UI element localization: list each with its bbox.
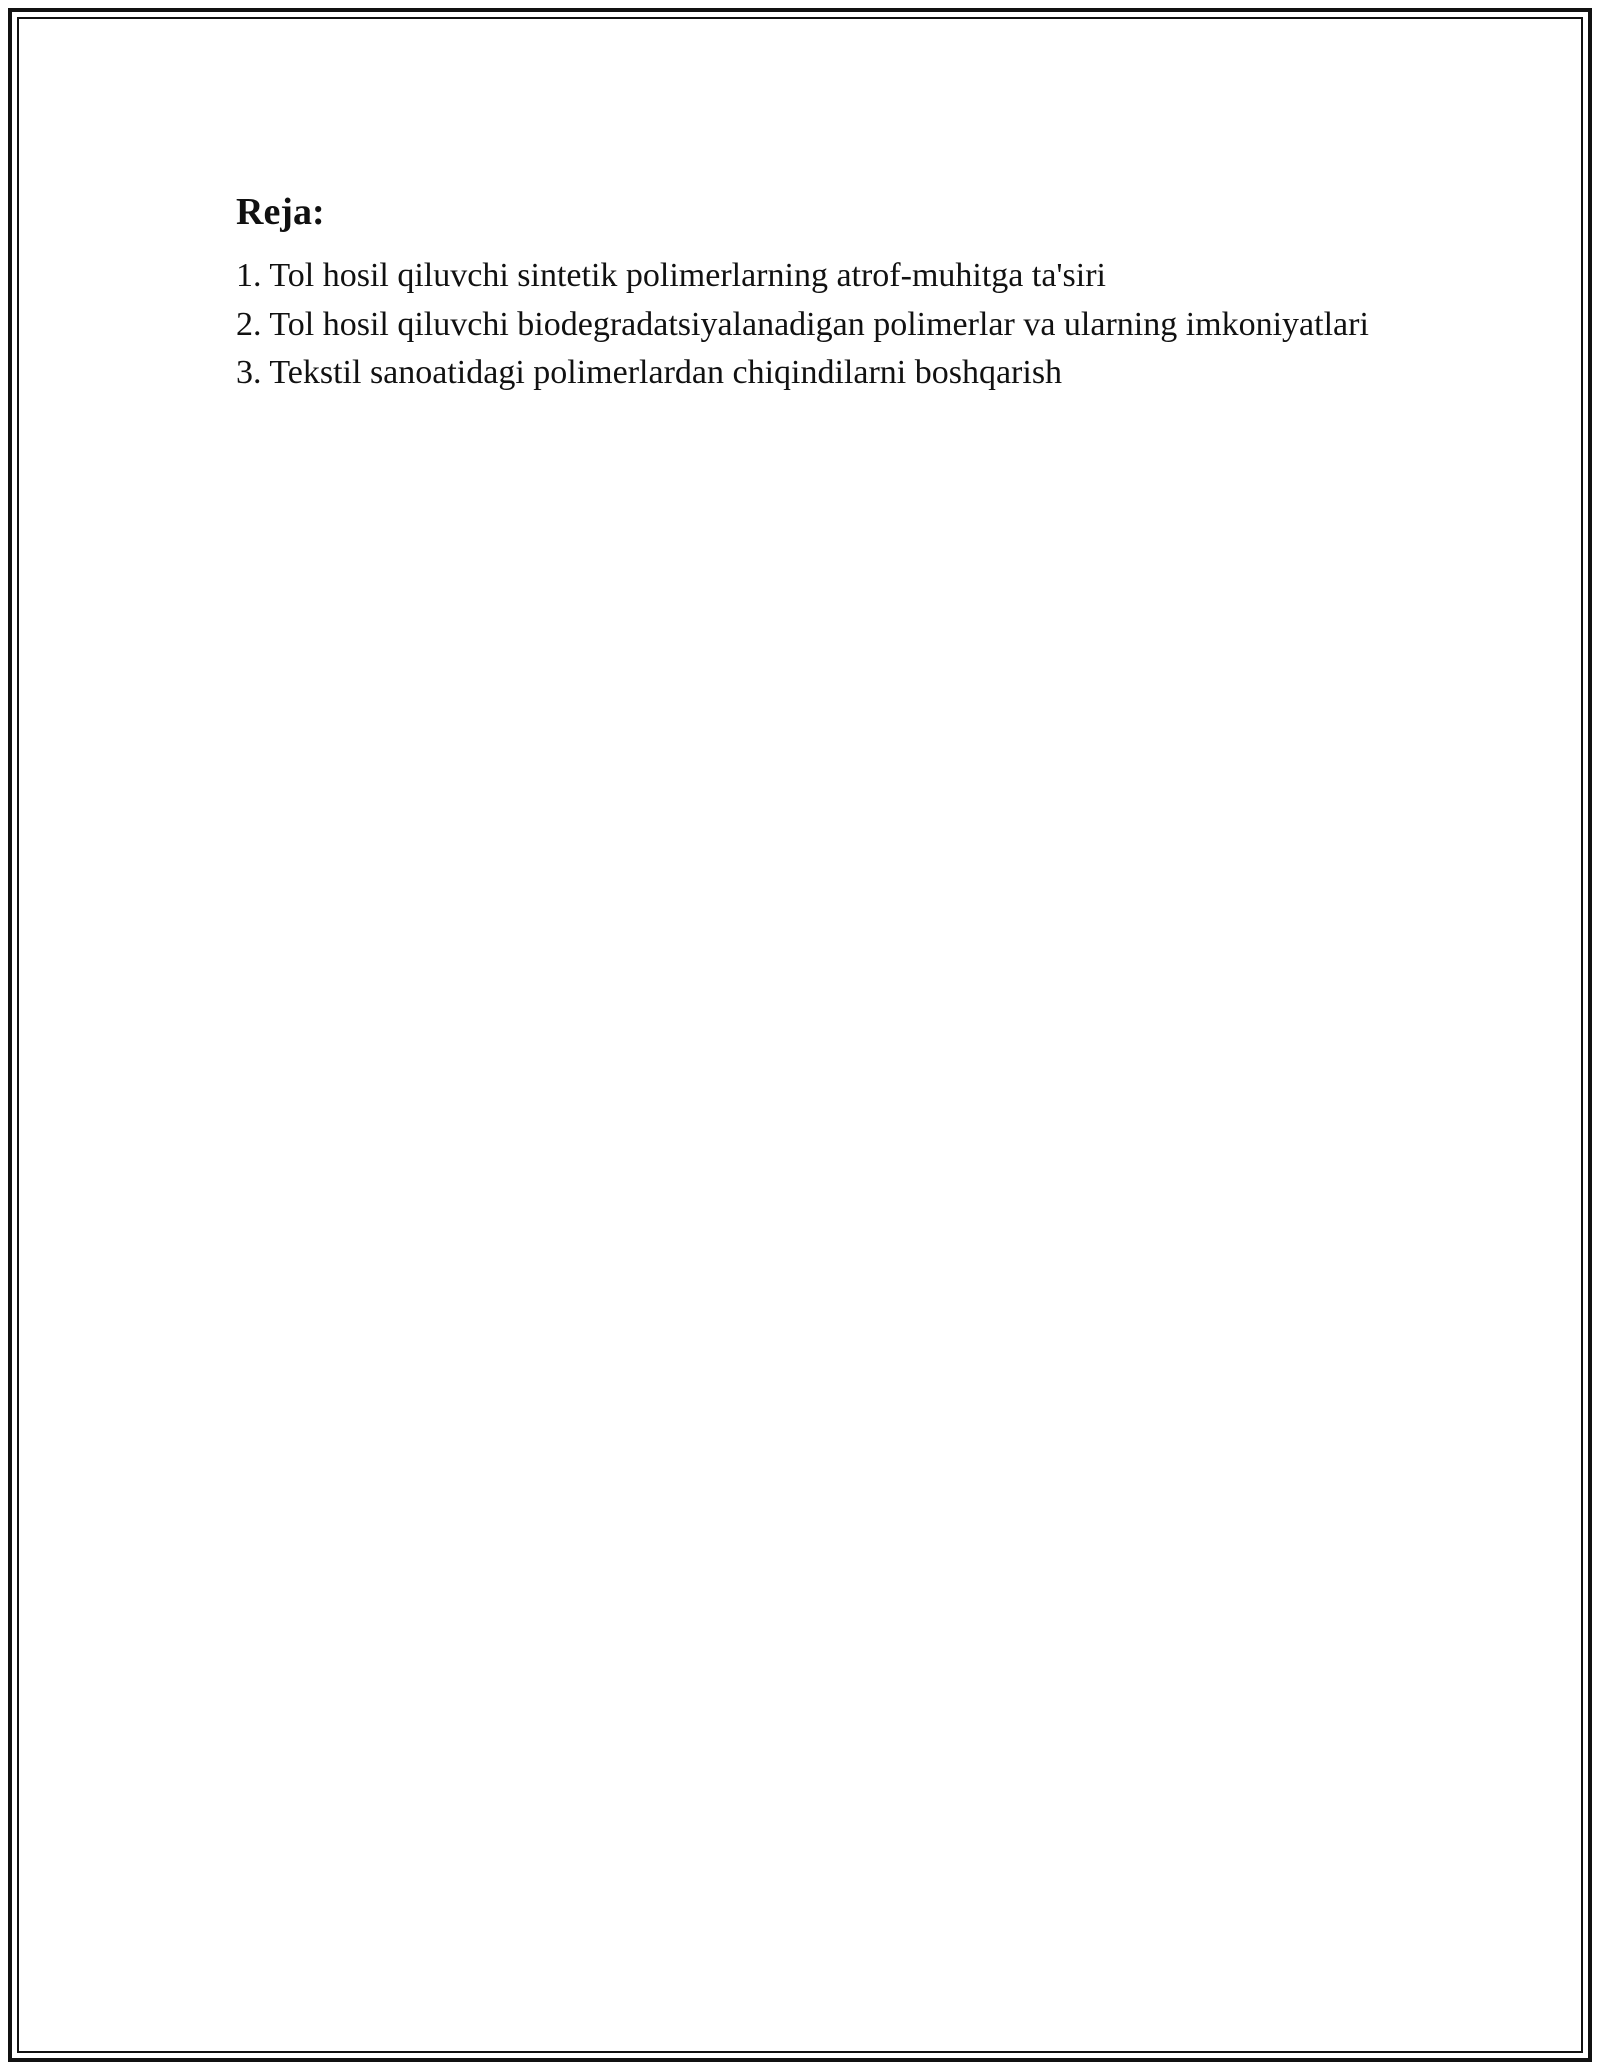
plan-item-3: 3. Tekstil sanoatidagi polimerlardan chiqindilarni boshqarish (236, 354, 1063, 391)
document-content (236, 186, 1376, 398)
plan-item-1: 1. Tol hosil qiluvchi sintetik polimerlarning atrof-muhitga ta'siri (236, 257, 1106, 294)
plan-item-2: 2. Tol hosil qiluvchi biodegradatsiyalanadigan polimerlar va ularning imkoniyatlari (236, 305, 1369, 343)
plan-list (236, 252, 1376, 398)
plan-heading: Reja: (236, 191, 325, 233)
